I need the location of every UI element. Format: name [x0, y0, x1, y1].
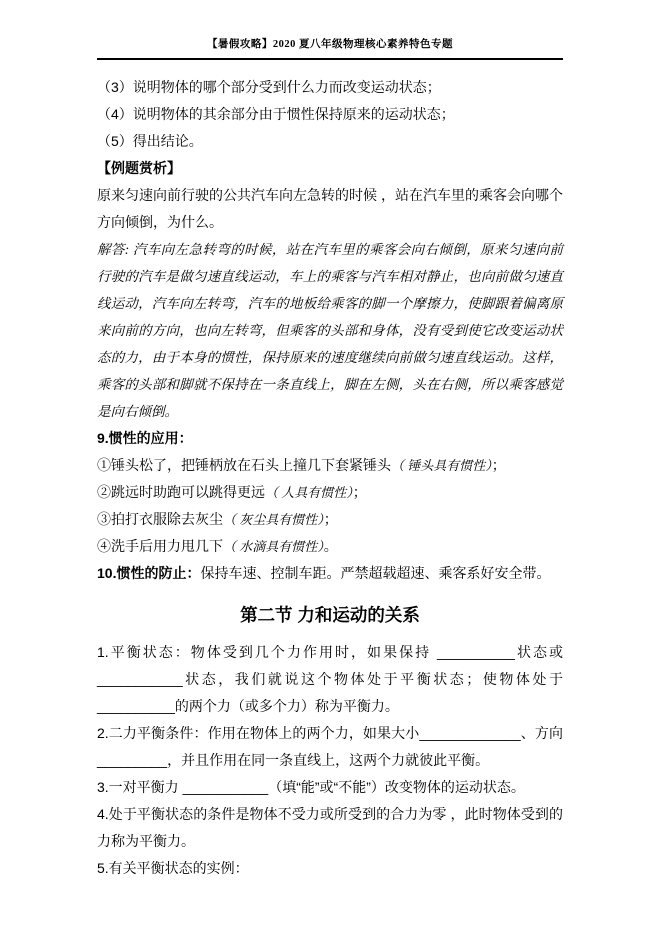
balance-item-5: 5.有关平衡状态的实例： [97, 860, 249, 876]
item-tail: ； [491, 457, 506, 473]
step-item-3: （3）说明物体的哪个部分受到什么力而改变运动状态； [97, 79, 441, 95]
inertia-application-item-1 [97, 452, 563, 479]
item-text: ④洗手后用力甩几下 [97, 538, 223, 554]
balance-item-3: 3.一对平衡力 ___________（填“能”或“不能”）改变物体的运动状态。 [97, 779, 525, 795]
item-note: （ 锤头具有惯性） [391, 458, 492, 473]
inertia-prevention-label: 10.惯性的防止： [97, 565, 201, 581]
balance-item-4: 4.处于平衡状态的条件是物体不受力或所受到的合力为零 ，此时物体受到的力称为平衡力。 [97, 806, 563, 849]
item-note: （ 水滴具有惯性） [223, 539, 324, 554]
item-tail: ； [323, 511, 338, 527]
item-tail: ； [352, 484, 367, 500]
item-text: ②跳远时助跑可以跳得更远 [97, 484, 265, 500]
step-item-4: （4）说明物体的其余部分由于惯性保持原来的运动状态； [97, 106, 455, 122]
running-header-title: 【暑假攻略】2020 夏八年级物理核心素养特色专题 [206, 39, 454, 50]
item-note: （ 人具有惯性） [265, 485, 353, 500]
item-note: （ 灰尘具有惯性） [223, 512, 324, 527]
inertia-application-heading: 9.惯性的应用： [97, 430, 193, 446]
item-tail: 。 [323, 538, 338, 554]
example-question: 原来匀速向前行驶的公共汽车向左急转的时候 ，站在汽车里的乘客会向哪个方向倾倒，为什么。 [97, 187, 563, 230]
item-text: ①锤头松了，把锤柄放在石头上撞几下套紧锤头 [97, 457, 391, 473]
balance-item-2: 2.二力平衡条件：作用在物体上的两个力，如果大小_____________、方向_________，并且作用在同一条直线上，这两个力就彼此平衡。 [97, 725, 563, 768]
example-heading: 【例题赏析】 [97, 160, 181, 176]
document-content [97, 74, 563, 882]
section-title: 第二节 力和运动的关系 [240, 605, 420, 625]
inertia-application-item-4 [97, 533, 563, 560]
header-rule [97, 58, 563, 60]
item-text: ③拍打衣服除去灰尘 [97, 511, 223, 527]
inertia-application-item-2 [97, 479, 563, 506]
inertia-prevention [97, 560, 563, 587]
example-answer: 解答: 汽车向左急转弯的时候，站在汽车里的乘客会向右倾倒，原来匀速向前行驶的汽车是做匀速直线运动，车上的乘客与汽车相对静止，也向前做匀速直线运动，汽车向左转弯，汽车的地板给乘客的脚一个摩擦力，使脚跟着偏离原来向前的方向，也向左转弯，但乘客的头部和身体，没有受到使它改变运动状态的力，由于本身的惯性，保持原来的速度继续向前做匀速直线运动。这样，乘客的头部和脚就不保持在一条直线上，脚在左侧，头在右侧，所以乘客感觉是向右倾倒。 [97, 242, 563, 419]
step-item-5: （5）得出结论。 [97, 133, 203, 149]
balance-item-1: 1.平衡状态：物体受到几个力作用时，如果保持 __________状态或___________状态，我们就说这个物体处于平衡状态；使物体处于 __________的两个力（或多个力）称为平衡力。 [97, 644, 563, 714]
inertia-prevention-text: 保持车速、控制车距。严禁超载超速、乘客系好安全带。 [200, 565, 551, 581]
inertia-application-item-3 [97, 506, 563, 533]
